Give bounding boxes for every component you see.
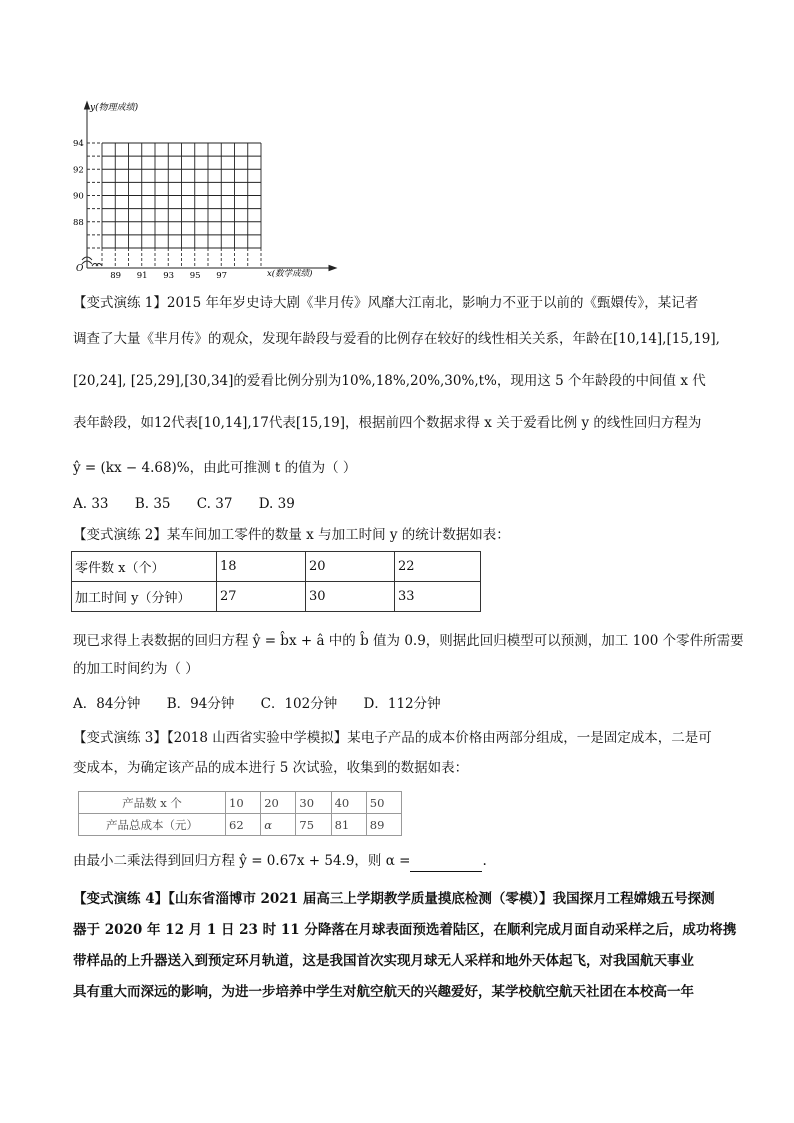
table-cell: 22 — [395, 552, 481, 582]
ex4-line2: 器于 2020 年 12 月 1 日 23 时 11 分降落在月球表面预选着陆区，在顺利完成月面自动采样之后，成功将携 — [73, 922, 737, 938]
ex2-option-a[interactable]: A．84分钟 — [73, 696, 141, 712]
ex1-line4: 表年龄段，如12代表[10,14],17代表[15,19]，根据前四个数据求得 x 关于爱看比例 y 的线性回归方程为 — [73, 415, 702, 431]
ex3-table — [78, 791, 402, 836]
table-row — [72, 582, 481, 612]
table-cell: 81 — [331, 814, 366, 836]
table-cell: 产品数 x 个 — [79, 792, 226, 814]
ex2-options — [73, 693, 723, 715]
table-cell: 10 — [226, 792, 261, 814]
y-axis-label: y(物理成绩) — [90, 103, 139, 113]
ex2-line2: 现已求得上表数据的回归方程 ŷ = b̂x + â 中的 b̂ 值为 0.9，则据此回归模型可以预测，加工 100 个零件所需要 — [73, 633, 744, 649]
x-tick-label: 95 — [189, 271, 201, 280]
ex4-line3: 带样品的上升器送入到预定环月轨道，这是我国首次实现月球无人采样和地外天体起飞，对我国航天事业 — [73, 953, 694, 969]
ex2-line3: 的加工时间约为（ ） — [73, 661, 199, 677]
table-cell: 加工时间 y（分钟） — [72, 582, 217, 612]
table-cell: 27 — [217, 582, 306, 612]
ex1-line3: [20,24], [25,29],[30,34]的爱看比例分别为10%,18%,20%,30%,t%，现用这 5 个年龄段的中间值 x 代 — [73, 373, 706, 389]
ex1-options — [73, 493, 723, 515]
ex1-option-c[interactable]: C. 37 — [196, 496, 233, 512]
table-row — [72, 552, 481, 582]
ex1-line2: 调查了大量《芈月传》的观众，发现年龄段与爱看的比例存在较好的线性相关关系，年龄在[10,14],[15,19], — [73, 331, 720, 347]
table-cell: 20 — [261, 792, 296, 814]
ex1-line1: 【变式演练 1】2015 年年岁史诗大剧《芈月传》风靡大江南北，影响力不亚于以前的《甄嬛传》，某记者 — [73, 295, 699, 311]
scatter-grid-figure — [70, 98, 340, 280]
ex1-line5: ŷ = (kx − 4.68)%，由此可推测 t 的值为（ ） — [73, 460, 357, 476]
table-cell: 产品总成本（元） — [79, 814, 226, 836]
x-tick-label: 93 — [163, 271, 175, 280]
table-cell: 30 — [306, 582, 395, 612]
ex2-table — [71, 551, 481, 612]
ex2-option-d[interactable]: D．112分钟 — [363, 696, 441, 712]
table-cell: 62 — [226, 814, 261, 836]
table-cell: 89 — [366, 814, 401, 836]
ex1-option-a[interactable]: A. 33 — [73, 496, 109, 512]
x-axis-label: x(数学成绩) — [267, 269, 313, 279]
table-cell: 40 — [331, 792, 366, 814]
y-tick-label: 88 — [73, 217, 84, 228]
table-cell: 18 — [217, 552, 306, 582]
table-cell: 零件数 x（个） — [72, 552, 217, 582]
table-cell: 75 — [296, 814, 331, 836]
ex1-option-b[interactable]: B. 35 — [134, 496, 171, 512]
answer-blank[interactable] — [410, 857, 482, 872]
ex4-line4: 具有重大而深远的影响，为进一步培养中学生对航空航天的兴趣爱好，某学校航空航天社团在本校高一年 — [73, 984, 694, 1000]
period: . — [482, 853, 487, 869]
origin-label: O — [76, 264, 84, 274]
table-cell: 33 — [395, 582, 481, 612]
ex2-option-c[interactable]: C．102分钟 — [260, 696, 338, 712]
x-tick-label: 89 — [110, 271, 122, 280]
table-cell: 50 — [366, 792, 401, 814]
y-tick-label: 90 — [73, 191, 84, 202]
ex3-equation: 由最小二乘法得到回归方程 ŷ = 0.67x + 54.9，则 α = — [73, 853, 411, 869]
table-cell: α — [261, 814, 296, 836]
ex3-line3 — [73, 850, 723, 872]
ex3-line2: 变成本，为确定该产品的成本进行 5 次试验，收集到的数据如表： — [73, 760, 469, 776]
table-row — [79, 814, 402, 836]
ex4-line1: 【变式演练 4】【山东省淄博市 2021 届高三上学期教学质量摸底检测（零模）】我国探月工程嫦娥五号探测 — [73, 891, 715, 907]
table-cell: 20 — [306, 552, 395, 582]
table-cell: 30 — [296, 792, 331, 814]
y-tick-label: 94 — [73, 139, 84, 149]
ex2-option-b[interactable]: B．94分钟 — [166, 696, 235, 712]
x-tick-label: 97 — [216, 271, 228, 280]
ex3-line1: 【变式演练 3】【2018 山西省实验中学模拟】某电子产品的成本价格由两部分组成，一是固定成本，二是可 — [73, 730, 712, 746]
y-tick-label: 92 — [73, 165, 84, 176]
x-tick-label: 91 — [136, 271, 148, 280]
ex2-intro: 【变式演练 2】某车间加工零件的数量 x 与加工时间 y 的统计数据如表： — [73, 527, 510, 543]
ex1-option-d[interactable]: D. 39 — [258, 496, 295, 512]
table-row — [79, 792, 402, 814]
